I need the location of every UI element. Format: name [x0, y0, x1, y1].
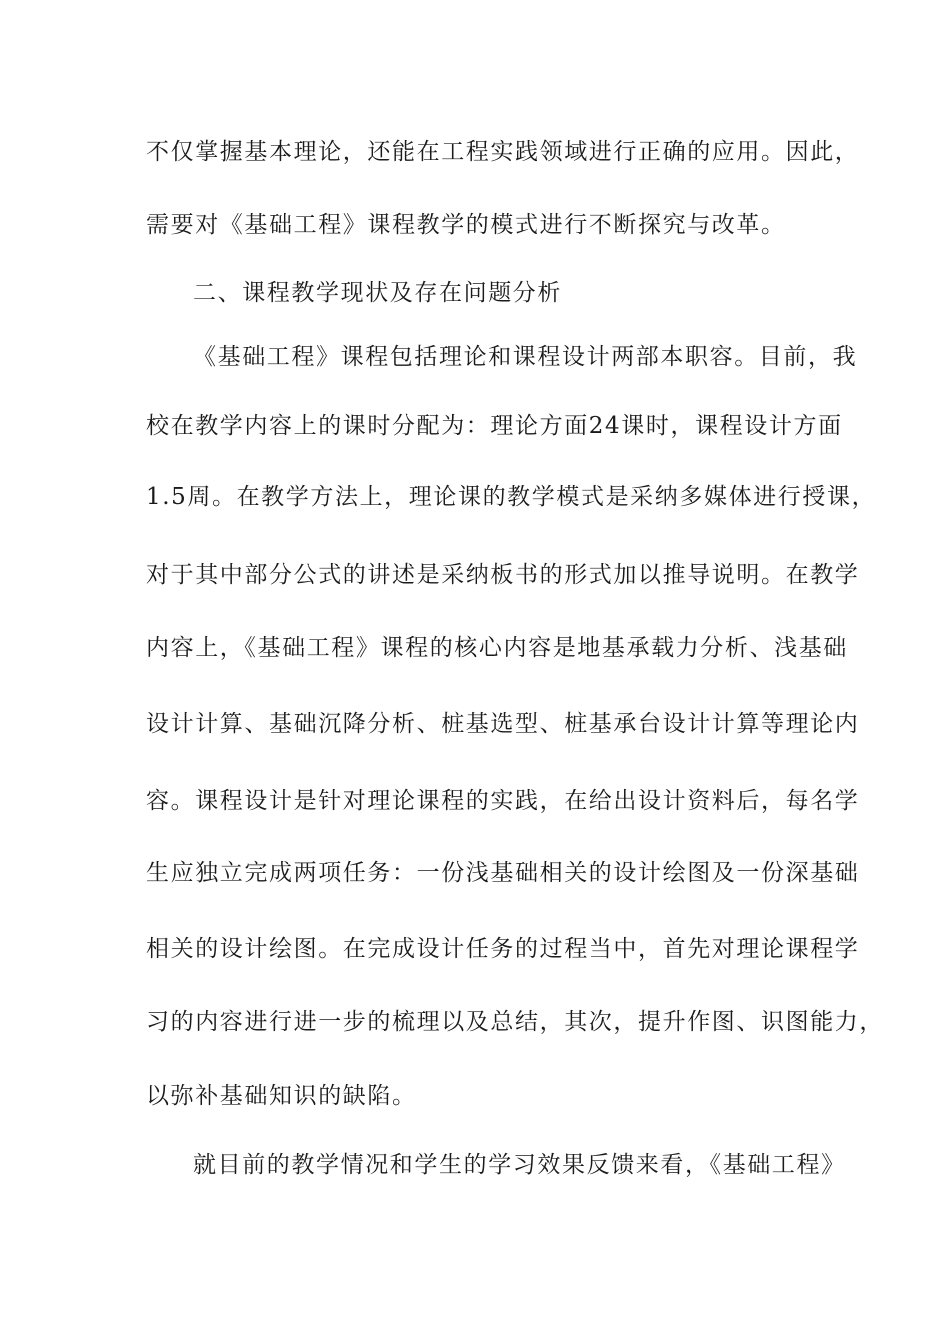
paragraph-line: 需要对《基础工程》课程教学的模式进行不断探究与改革。 [146, 212, 786, 238]
paragraph-line: 就目前的教学情况和学生的学习效果反馈来看，《基础工程》 [193, 1152, 846, 1178]
paragraph-line: 对于其中部分公式的讲述是采纳板书的形式加以推导说明。在教学 [146, 562, 860, 588]
paragraph-line: 不仅掌握基本理论，还能在工程实践领域进行正确的应用。因此， [146, 139, 860, 165]
paragraph-line: 设计计算、基础沉降分析、桩基选型、桩基承台设计计算等理论内 [146, 711, 860, 737]
paragraph-line: 以弥补基础知识的缺陷。 [146, 1083, 417, 1109]
paragraph-line: 相关的设计绘图。在完成设计任务的过程当中，首先对理论课程学 [146, 936, 860, 962]
paragraph-line: 校在教学内容上的课时分配为：理论方面24课时，课程设计方面 [146, 413, 843, 439]
paragraph-line: 1.5周。在教学方法上，理论课的教学模式是采纳多媒体进行授课， [146, 484, 877, 510]
paragraph-line: 习的内容进行进一步的梳理以及总结，其次，提升作图、识图能力， [146, 1009, 884, 1035]
paragraph-line: 容。课程设计是针对理论课程的实践，在给出设计资料后，每名学 [146, 788, 860, 814]
section-heading: 二、课程教学现状及存在问题分析 [193, 280, 562, 306]
paragraph-line: 《基础工程》课程包括理论和课程设计两部本职容。目前，我 [193, 344, 858, 370]
paragraph-line: 生应独立完成两项任务：一份浅基础相关的设计绘图及一份深基础 [146, 860, 860, 886]
paragraph-line: 内容上，《基础工程》课程的核心内容是地基承载力分析、浅基础 [146, 635, 848, 661]
